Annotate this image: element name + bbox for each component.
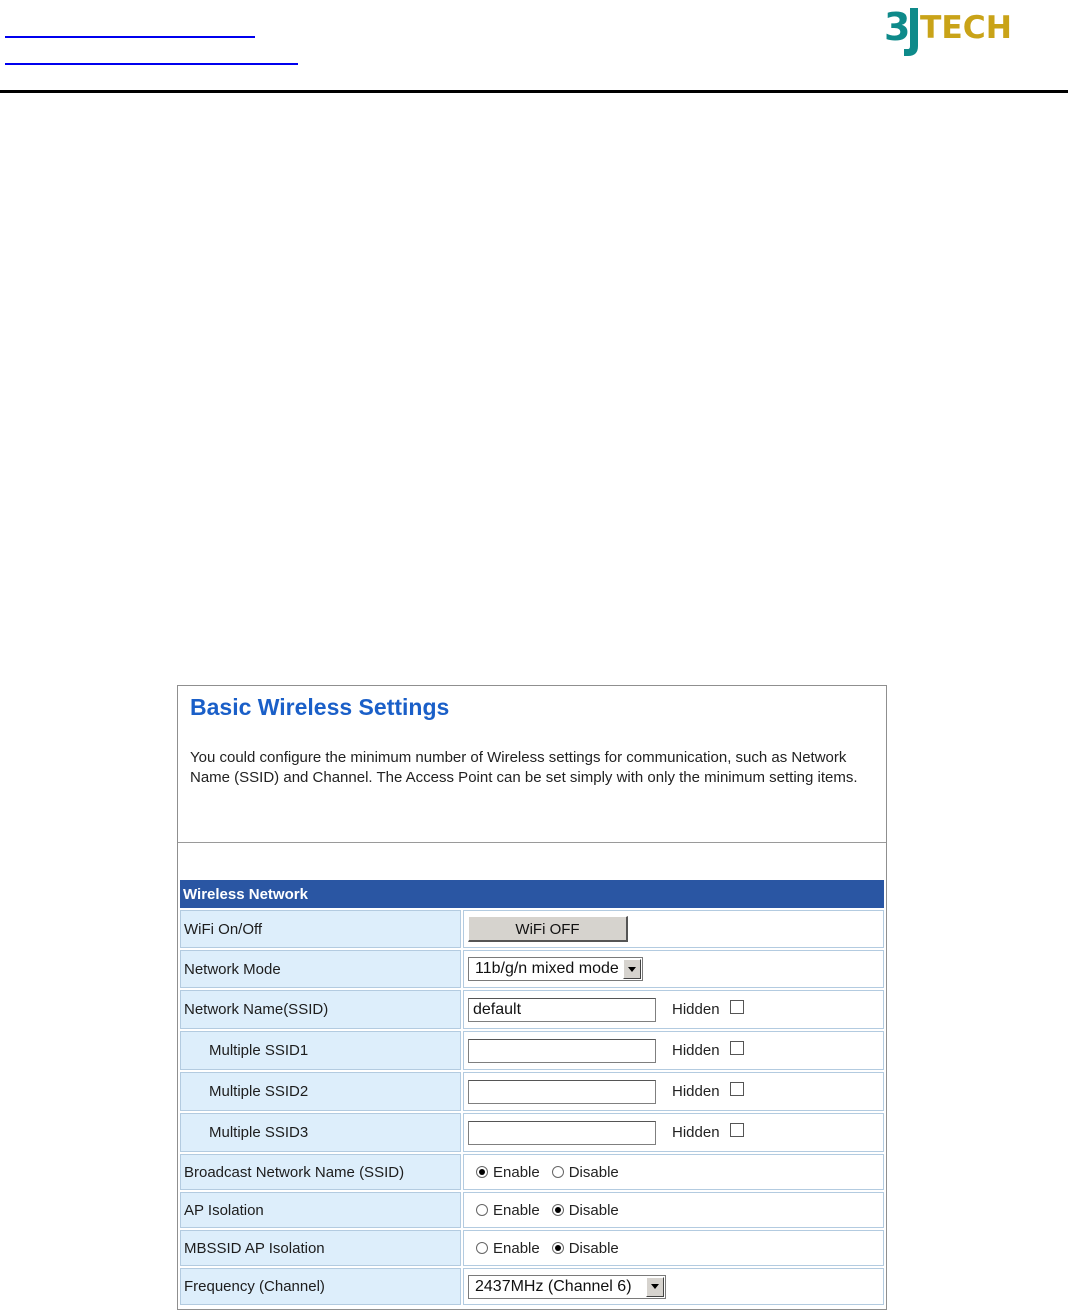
mbssid-isolation-label: MBSSID AP Isolation: [180, 1230, 461, 1266]
section-header-wireless-network: Wireless Network: [180, 880, 884, 908]
ap-isolation-cell: [463, 1192, 884, 1228]
svg-text:3: 3: [884, 5, 911, 49]
broadcast-ssid-cell: [463, 1154, 884, 1190]
mbssid-isolation-cell: [463, 1230, 884, 1266]
row-mbssid-ap-isolation: [180, 1230, 884, 1266]
ssid3-hidden-checkbox[interactable]: [730, 1123, 744, 1137]
frequency-cell: [463, 1268, 884, 1305]
mbssid-enable-label: Enable: [493, 1239, 540, 1257]
wifi-onoff-label: WiFi On/Off: [180, 910, 461, 948]
row-network-mode: [180, 950, 884, 988]
ssid-hidden-label: Hidden: [672, 1001, 720, 1018]
row-broadcast-ssid: [180, 1154, 884, 1190]
wifi-onoff-cell: [463, 910, 884, 948]
row-ap-isolation: [180, 1192, 884, 1228]
ap-isolation-disable-radio[interactable]: [552, 1204, 564, 1216]
header-divider: [0, 90, 1068, 93]
ssid1-hidden-checkbox[interactable]: [730, 1041, 744, 1055]
basic-wireless-settings-panel: [177, 685, 887, 1310]
wifi-off-button[interactable]: WiFi OFF: [468, 916, 628, 942]
network-mode-select[interactable]: [468, 957, 643, 981]
row-multiple-ssid1: [180, 1031, 884, 1070]
description-divider: [178, 842, 886, 843]
chevron-down-icon[interactable]: [646, 1277, 664, 1297]
mbssid-enable-radio[interactable]: [476, 1242, 488, 1254]
ap-isolation-enable-radio[interactable]: [476, 1204, 488, 1216]
header-link-2[interactable]: [5, 63, 298, 65]
multiple-ssid2-cell: [463, 1072, 884, 1111]
ap-isolation-disable-label: Disable: [568, 1201, 619, 1219]
row-multiple-ssid3: [180, 1113, 884, 1152]
multiple-ssid3-cell: [463, 1113, 884, 1152]
broadcast-enable-label: Enable: [493, 1163, 540, 1181]
mbssid-disable-label: Disable: [568, 1239, 619, 1257]
ssid2-hidden-checkbox[interactable]: [730, 1082, 744, 1096]
ssid1-hidden-label: Hidden: [672, 1042, 720, 1059]
multiple-ssid2-label: Multiple SSID2: [180, 1072, 461, 1111]
network-name-cell: [463, 990, 884, 1029]
frequency-select[interactable]: [468, 1275, 666, 1299]
ssid-hidden-checkbox[interactable]: [730, 1000, 744, 1014]
row-wifi-onoff: [180, 910, 884, 948]
company-logo: [884, 2, 1014, 58]
ap-isolation-enable-label: Enable: [493, 1201, 540, 1219]
broadcast-disable-label: Disable: [568, 1163, 619, 1181]
header-link-1[interactable]: [5, 36, 255, 38]
row-frequency-channel: [180, 1268, 884, 1305]
network-mode-label: Network Mode: [180, 950, 461, 988]
row-multiple-ssid2: [180, 1072, 884, 1111]
frequency-selected: 2437MHz (Channel 6): [475, 1277, 632, 1295]
ap-isolation-label: AP Isolation: [180, 1192, 461, 1228]
broadcast-enable-radio[interactable]: [476, 1166, 488, 1178]
page-description: You could configure the minimum number of Wireless settings for communication, such as Network Name (SSID) and Channel. The Access Point can be set simply with only the minimum setting items.: [190, 749, 858, 786]
ssid1-input[interactable]: [468, 1039, 656, 1063]
page-title: Basic Wireless Settings: [190, 694, 450, 720]
row-network-name: [180, 990, 884, 1029]
frequency-label: Frequency (Channel): [180, 1268, 461, 1305]
network-mode-cell: [463, 950, 884, 988]
network-name-label: Network Name(SSID): [180, 990, 461, 1029]
ssid2-hidden-label: Hidden: [672, 1083, 720, 1100]
broadcast-ssid-label: Broadcast Network Name (SSID): [180, 1154, 461, 1190]
chevron-down-icon[interactable]: [623, 959, 641, 979]
multiple-ssid3-label: Multiple SSID3: [180, 1113, 461, 1152]
multiple-ssid1-label: Multiple SSID1: [180, 1031, 461, 1070]
ssid3-input[interactable]: [468, 1121, 656, 1145]
broadcast-disable-radio[interactable]: [552, 1166, 564, 1178]
network-mode-selected: 11b/g/n mixed mode: [475, 960, 619, 977]
ssid-input[interactable]: [468, 998, 656, 1022]
svg-text:TECH: TECH: [920, 10, 1012, 46]
multiple-ssid1-cell: [463, 1031, 884, 1070]
ssid2-input[interactable]: [468, 1080, 656, 1104]
ssid3-hidden-label: Hidden: [672, 1124, 720, 1141]
mbssid-disable-radio[interactable]: [552, 1242, 564, 1254]
